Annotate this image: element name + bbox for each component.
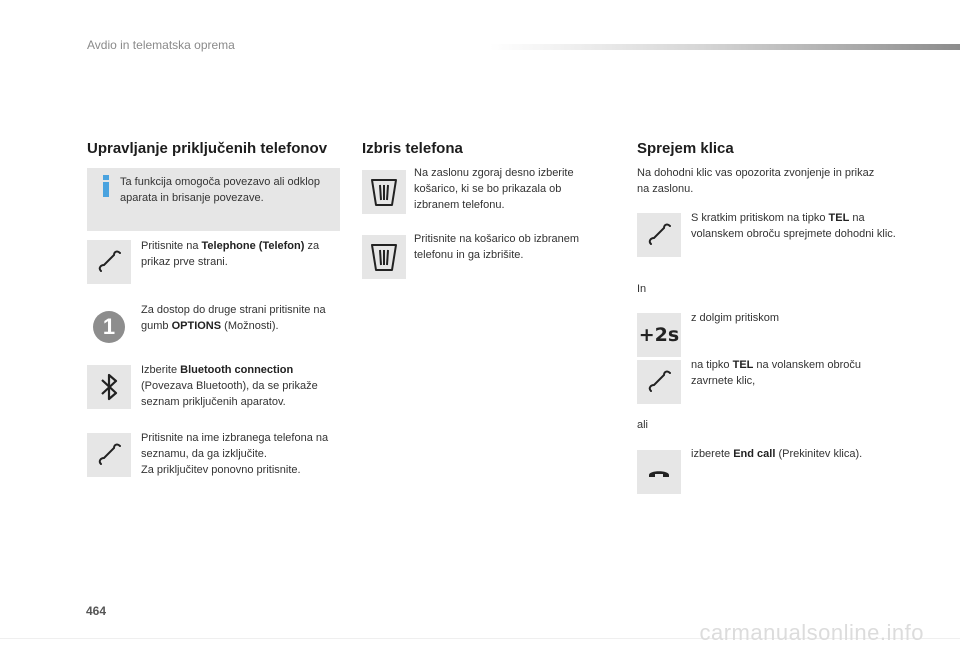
step-disconnect: Pritisnite na ime izbranega telefona na seznamu, da ga izključite. Za priključitev ponovno pritisnite. bbox=[141, 432, 329, 476]
trash-icon bbox=[362, 235, 406, 279]
delete-step-select: Na zaslonu zgoraj desno izberite košarico, ki se bo prikazala ob izbranem telefonu. bbox=[414, 167, 574, 211]
step-telephone: Pritisnite na Telephone (Telefon) za prikaz prve strani. bbox=[141, 240, 320, 268]
bluetooth-icon bbox=[87, 365, 131, 409]
long-press-icon bbox=[637, 313, 681, 357]
page-number: 464 bbox=[86, 604, 107, 618]
info-icon bbox=[99, 174, 113, 198]
call-step-reject: na tipko TEL na volanskem obroču zavrnete klic, bbox=[691, 359, 861, 387]
word-and: In bbox=[637, 283, 647, 295]
end-call-icon bbox=[637, 450, 681, 494]
step-options: Za dostop do druge strani pritisnite na gumb OPTIONS (Možnosti). bbox=[141, 304, 326, 332]
call-intro: Na dohodni klic vas opozorita zvonjenje in prikaz na zaslonu. bbox=[637, 167, 875, 195]
phone-icon bbox=[87, 240, 131, 284]
call-step-long-press: z dolgim pritiskom bbox=[691, 312, 780, 324]
step-number-badge bbox=[87, 305, 131, 349]
header-gradient-bar bbox=[490, 44, 960, 50]
trash-icon bbox=[362, 170, 406, 214]
phone-icon bbox=[637, 360, 681, 404]
heading-receive-call: Sprejem klica bbox=[637, 140, 734, 157]
heading-delete-phone: Izbris telefona bbox=[362, 140, 463, 157]
delete-step-confirm: Pritisnite na košarico ob izbranem telefonu in ga izbrišite. bbox=[414, 233, 580, 261]
call-step-end: izberete End call (Prekinitev klica). bbox=[691, 448, 863, 460]
long-press-label: +2s bbox=[638, 324, 680, 346]
word-or: ali bbox=[637, 419, 649, 431]
number-one: 1 bbox=[93, 311, 125, 343]
section-header: Avdio in telematska oprema bbox=[87, 38, 235, 52]
info-text: Ta funkcija omogoča povezavo ali odklop aparata in brisanje povezave. bbox=[120, 176, 320, 204]
phone-icon bbox=[87, 433, 131, 477]
info-note bbox=[87, 168, 340, 231]
heading-manage-phones: Upravljanje priključenih telefonov bbox=[87, 140, 328, 157]
call-step-accept: S kratkim pritiskom na tipko TEL na volanskem obroču sprejmete dohodni klic. bbox=[691, 212, 896, 240]
phone-icon bbox=[637, 213, 681, 257]
watermark: carmanualsonline.info bbox=[699, 620, 924, 645]
step-bluetooth: Izberite Bluetooth connection (Povezava Bluetooth), da se prikaže seznam priključenih aparatov. bbox=[141, 364, 318, 408]
